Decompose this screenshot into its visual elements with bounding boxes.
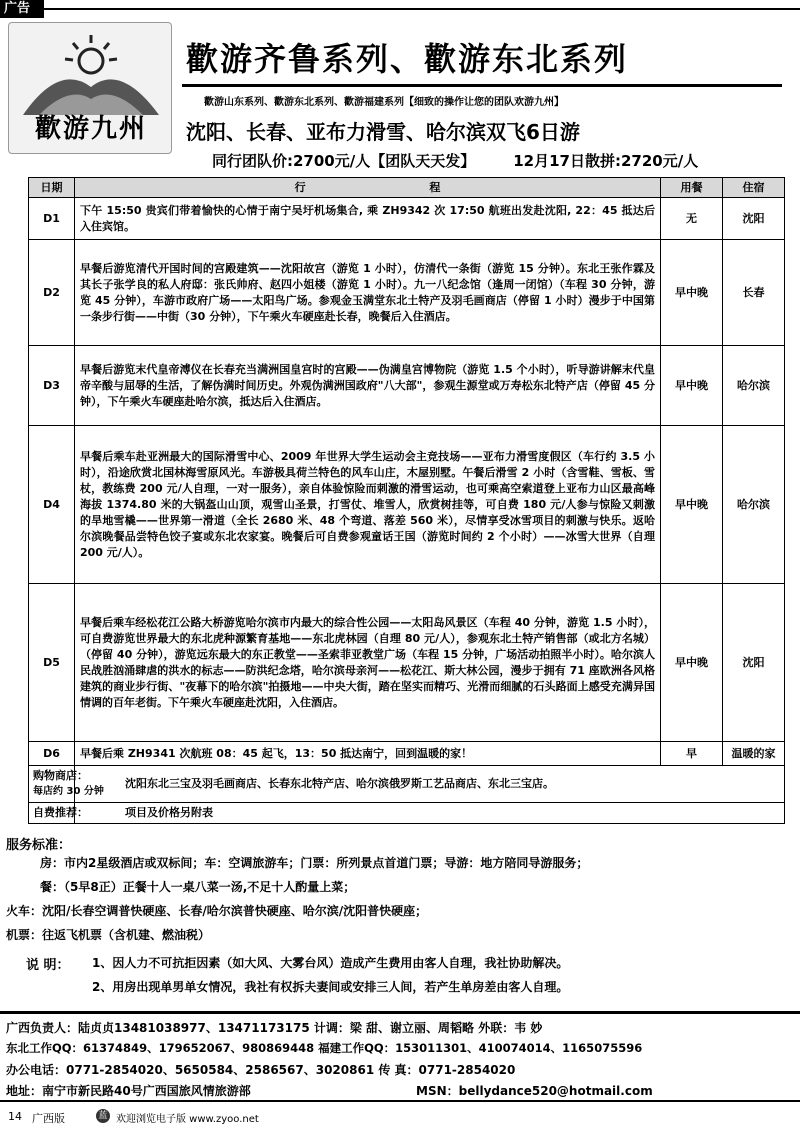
- row-stay: 长春: [723, 240, 785, 346]
- series-line: 歡游山东系列、歡游东北系列、歡游福建系列【细致的操作让您的团队欢游九州】: [204, 97, 564, 108]
- table-header-row: [29, 178, 785, 198]
- header-trip: 行 程: [75, 178, 661, 198]
- route-title: 沈阳、长春、亚布力滑雪、哈尔滨双飞6日游: [186, 120, 580, 144]
- row-day: D3: [29, 346, 75, 426]
- table-row: [29, 426, 785, 584]
- header-day: 日期: [29, 178, 75, 198]
- row-day: D5: [29, 584, 75, 742]
- main-title: 歡游齐鲁系列、歡游东北系列: [186, 40, 629, 78]
- optional-value: 项目及价格另附表: [75, 803, 785, 824]
- row-meals: 无: [661, 198, 723, 240]
- shopping-label-1: 购物商店：: [33, 769, 88, 782]
- table-row: [29, 346, 785, 426]
- price-group: 同行团队价:2700元/人【团队天天发】: [212, 152, 476, 170]
- row-meals: 早: [661, 742, 723, 766]
- magazine-icon: 蓝: [96, 1109, 110, 1123]
- price-scatter: 12月17日散拼:2720元/人: [513, 152, 699, 170]
- optional-label: 自费推荐：: [29, 803, 75, 824]
- title-rule: [182, 84, 782, 87]
- table-row: [29, 742, 785, 766]
- magazine-name: 广西版: [32, 1112, 65, 1125]
- service-line: 房：市内2星级酒店或双标间；车：空调旅游车；门票：所列景点首道门票；导游：地方陪同导游服务；: [40, 856, 589, 870]
- table-row: [29, 584, 785, 742]
- row-day: D1: [29, 198, 75, 240]
- service-title: 服务标准：: [6, 838, 72, 853]
- row-stay: 沈阳: [723, 198, 785, 240]
- row-desc: 下午 15:50 贵宾们带着愉快的心情于南宁吴圩机场集合, 乘 ZH9342 次 17:50 航班出发赴沈阳, 22：45 抵达后入住宾馆。: [75, 198, 661, 240]
- table-row: [29, 198, 785, 240]
- row-desc: 早餐后乘车赴亚洲最大的国际滑雪中心、2009 年世界大学生运动会主竞技场——亚布力滑雪度假区（车行约 3.5 小时），沿途欣赏北国林海雪原风光。车游极具荷兰特色的风车山庄，木屋别墅。午餐后滑雪 2 小时（含雪鞋、雪板、雪杖，教练费 200 元/人自理，一对一服务），亲自体验惊险而刺激的滑雪运动，也可乘高空索道登上亚布力山区最高峰海拔 1374.80 米的大锅盔山山顶，观雪山圣景，打雪仗、堆雪人，欣赏树挂等，可自费 180 元/人参与惊险又刺激的旱地雪橇——世界第一滑道（全长 2680 米、48 个弯道、落差 560 米），尽情享受冰雪项目的刺激与快乐。返哈尔滨晚餐品尝特色饺子宴或东北农家宴。晚餐后可自费参观童话王国（游览时间约 2 个小时）——冰雪大世界（自理 200 元/人）。: [75, 426, 661, 584]
- row-meals: 早中晚: [661, 584, 723, 742]
- row-meals: 早中晚: [661, 346, 723, 426]
- service-line: 机票：往返飞机票（含机建、燃油税）: [6, 928, 211, 942]
- header-stay: 住宿: [723, 178, 785, 198]
- top-rule: [44, 8, 800, 10]
- price-line: [212, 150, 698, 171]
- note-label: 说 明：: [26, 958, 70, 973]
- table-row: [29, 240, 785, 346]
- header-meals: 用餐: [661, 178, 723, 198]
- service-line: 火车：沈阳/长春空调普快硬座、长春/哈尔滨普快硬座、哈尔滨/沈阳普快硬座；: [6, 904, 428, 918]
- row-stay: 沈阳: [723, 584, 785, 742]
- shopping-value: 沈阳东北三宝及羽毛画商店、长春东北特产店、哈尔滨俄罗斯工艺品商店、东北三宝店。: [75, 766, 785, 803]
- row-stay: 哈尔滨: [723, 346, 785, 426]
- row-stay: 温暖的家: [723, 742, 785, 766]
- row-meals: 早中晚: [661, 426, 723, 584]
- row-desc: 早餐后游览末代皇帝溥仪在长春充当满洲国皇宫时的宫殿——伪满皇宫博物院（游览 1.5 个小时），听导游讲解末代皇帝辛酸与屈辱的生活，了解伪满时间历史。外观伪满洲国政府"八大部"，参观生源堂或万寿松东北特产店（停留 45 分钟），下午乘火车硬座赴哈尔滨，抵达后入住酒店。: [75, 346, 661, 426]
- footer: [0, 1106, 800, 1128]
- contact-msn: MSN：bellydance520@hotmail.com: [416, 1084, 653, 1098]
- row-stay: 哈尔滨: [723, 426, 785, 584]
- contact-office: 办公电话：0771-2854020、5650584、2586567、3020861 传 真：0771-2854020: [6, 1063, 516, 1077]
- page-number: 14: [8, 1110, 22, 1123]
- logo-text: 歡游九州: [34, 114, 147, 144]
- contact-address: 地址：南宁市新民路40号广西国旅风情旅游部: [6, 1084, 251, 1098]
- row-day: D6: [29, 742, 75, 766]
- service-line: 餐：（5早8正）正餐十人一桌八菜一汤,不足十人酌量上菜；: [40, 880, 356, 894]
- row-desc: 早餐后乘 ZH9341 次航班 08：45 起飞，13：50 抵达南宁，回到温暖的家！: [75, 742, 661, 766]
- shopping-label: [29, 766, 104, 803]
- separator: [0, 1011, 800, 1014]
- separator: [0, 1100, 800, 1102]
- logo: [8, 22, 172, 154]
- row-day: D2: [29, 240, 75, 346]
- note-line: 2、用房出现单男单女情况，我社有权拆夫妻间或安排三人间，若产生单房差由客人自理。: [92, 980, 569, 994]
- website: 欢迎浏览电子版 www.zyoo.net: [116, 1114, 259, 1125]
- ad-tag: 广告: [0, 0, 44, 18]
- optional-row: [29, 803, 785, 824]
- shopping-row: [29, 766, 785, 803]
- row-desc: 早餐后乘车经松花江公路大桥游览哈尔滨市内最大的综合性公园——太阳岛风景区（车程 40 分钟，游览 1.5 小时），可自费游览世界最大的东北虎种源繁育基地——东北虎林园（自理 80 元/人），参观东北土特产销售部（或北方名城）（停留 40 分钟），游览远东最大的东正教堂——圣索菲亚教堂广场（车程 15 分钟，广场活动拍照半小时）。哈尔滨人民战胜汹涌肆虐的洪水的标志——防洪纪念塔，哈尔滨母亲河——松花江、斯大林公园，漫步于拥有 71 座欧洲各风格建筑的商业步行街、"夜幕下的哈尔滨"拍摄地——中央大街，踏在坚实而精巧、光滑而细腻的石头路面上感受充满异国情调的百年老街。下午乘火车硬座赴沈阳，入住酒店。: [75, 584, 661, 742]
- contact-manager: 广西负责人：陆贞贞13481038977、13471173175 计调：梁 甜、谢立丽、周韬略 外联：韦 妙: [6, 1021, 543, 1035]
- shopping-label-2: 每店约 30 分钟: [33, 786, 104, 797]
- row-meals: 早中晚: [661, 240, 723, 346]
- row-desc: 早餐后游览清代开国时间的宫殿建筑——沈阳故宫（游览 1 小时），仿清代一条街（游览 15 分钟）。东北王张作霖及其长子张学良的私人府邸：张氏帅府、赵四小姐楼（游览 1 小时）。九一八纪念馆（逢周一闭馆）（车程 30 分钟，游览 45 分钟），车游市政府广场——太阳鸟广场。参观金玉满堂东北土特产及羽毛画商店（停留 1 小时）漫步于中国第一条步行街——中街（30 分钟），下午乘火车硬座赴长春，晚餐后入住酒店。: [75, 240, 661, 346]
- contact-qq: 东北工作QQ：61374849、179652067、980869448 福建工作QQ：153011301、410074014、1165075596: [6, 1041, 643, 1055]
- note-line: 1、因人力不可抗拒因素（如大风、大雾台风）造成产生费用由客人自理，我社协助解决。: [92, 956, 569, 970]
- row-day: D4: [29, 426, 75, 584]
- itinerary-table: [28, 177, 785, 824]
